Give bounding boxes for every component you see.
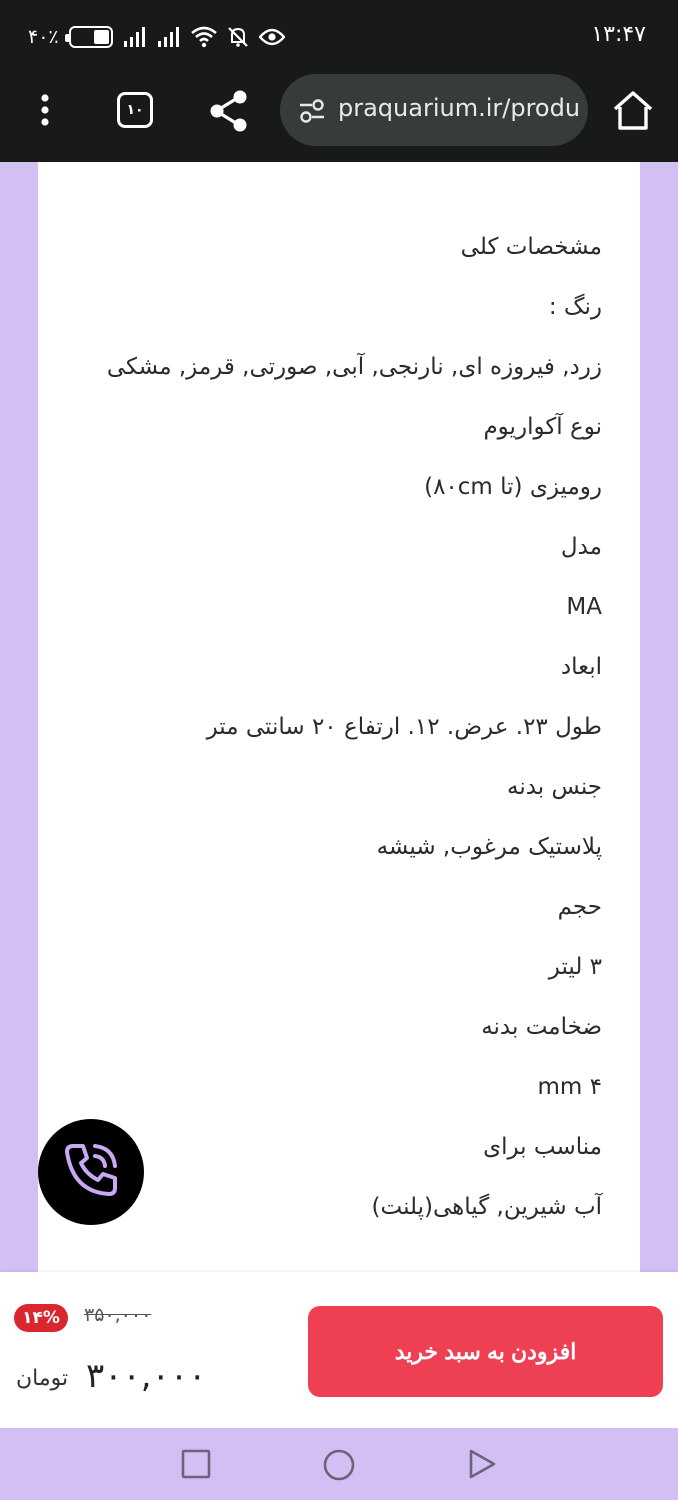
battery-fill [94, 30, 108, 44]
mute-icon [227, 26, 249, 48]
status-icons [28, 22, 285, 52]
spec-value-dimensions: طول ۲۳. عرض. ۱۲. ارتفاع ۲۰ سانتی متر [206, 714, 602, 740]
signal-icon [123, 26, 147, 48]
spec-value-model: MA [566, 594, 602, 620]
signal-icon-2 [157, 26, 181, 48]
battery-nub [65, 34, 69, 42]
spec-value-color: زرد, فیروزه ای, نارنجی, آبی, صورتی, قرمز, مشکی [106, 354, 602, 380]
back-icon[interactable] [466, 1448, 498, 1484]
old-price: ۳۵۰,۰۰۰ [84, 1304, 152, 1326]
product-specs-card [38, 162, 640, 1272]
purchase-bar [0, 1272, 678, 1428]
current-price: ۳۰۰,۰۰۰ [86, 1356, 207, 1396]
spec-value-volume: ۳ لیتر [548, 954, 602, 980]
wifi-icon [191, 26, 217, 48]
spec-label-thickness: ضخامت بدنه [481, 1014, 602, 1040]
url-text: praquarium.ir/produ [338, 94, 581, 122]
spec-value-thickness: mm ۴ [537, 1074, 602, 1100]
more-vert-icon[interactable] [28, 90, 62, 130]
spec-label-dimensions: ابعاد [560, 654, 602, 680]
nav-home-icon[interactable] [322, 1448, 356, 1486]
clock: ۱۳:۴۷ [591, 22, 646, 47]
tab-switcher-button[interactable]: ۱۰ [117, 92, 153, 128]
phone-call-icon [59, 1138, 123, 1206]
spec-label-volume: حجم [557, 894, 602, 920]
spec-heading: مشخصات کلی [460, 234, 602, 260]
status-bar [0, 0, 678, 72]
currency-label: تومان [16, 1366, 69, 1391]
recents-icon[interactable] [180, 1448, 212, 1484]
home-icon[interactable] [610, 88, 656, 134]
spec-value-type: رومیزی (تا ۸۰cm) [424, 474, 602, 500]
spec-label-color: رنگ : [548, 294, 602, 320]
eye-icon [259, 27, 285, 47]
spec-value-suitable: آب شیرین, گیاهی(پلنت) [371, 1194, 602, 1220]
spec-label-material: جنس بدنه [507, 774, 602, 800]
address-bar[interactable] [280, 74, 588, 146]
spec-label-suitable: مناسب برای [483, 1134, 602, 1160]
call-button[interactable] [38, 1119, 144, 1225]
system-nav-bar [0, 1428, 678, 1500]
tune-icon[interactable] [298, 98, 326, 124]
battery-icon [69, 26, 113, 48]
spec-value-material: پلاستیک مرغوب, شیشه [376, 834, 602, 860]
spec-label-model: مدل [560, 534, 602, 560]
share-icon[interactable] [206, 88, 252, 134]
battery-percent: ۴۰٪ [28, 26, 59, 48]
add-to-cart-button[interactable]: افزودن به سبد خرید [308, 1306, 663, 1397]
spec-label-type: نوع آکواریوم [483, 414, 602, 440]
discount-badge: ۱۴% [14, 1304, 68, 1332]
